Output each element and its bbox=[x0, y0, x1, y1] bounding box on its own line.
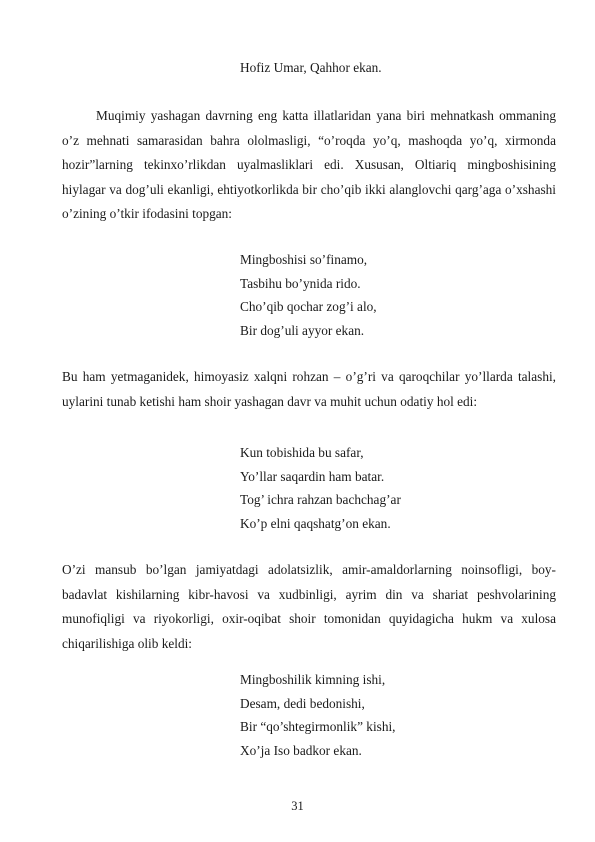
verse-line: Mingboshisi so’finamo, bbox=[240, 252, 368, 267]
verse-line: Tog’ ichra rahzan bachchag’ar bbox=[240, 492, 401, 507]
verse-line: Bir “qo’shtegirmonlik” kishi, bbox=[240, 719, 396, 734]
verse-line: Mingboshilik kimning ishi, bbox=[240, 672, 386, 687]
verse-3 bbox=[240, 668, 396, 762]
paragraph-2: Bu ham yetmaganidek, himoyasiz xalqni rohzan – o’g’ri va qaroqchilar yo’llarda talashi, uylarini tunab ketishi ham shoir yashagan davr va muhit uchun odatiy hol edi: bbox=[62, 369, 556, 409]
verse-line: Cho’qib qochar zog’i alo, bbox=[240, 299, 377, 314]
verse-top bbox=[240, 56, 382, 80]
page-number: 31 bbox=[291, 799, 304, 813]
verse-line: Hofiz Umar, Qahhor ekan. bbox=[240, 60, 382, 75]
verse-line: Yo’llar saqardin ham batar. bbox=[240, 468, 385, 484]
verse-line: Bir dog’uli ayyor ekan. bbox=[240, 322, 365, 338]
verse-1 bbox=[240, 248, 377, 342]
verse-line: Desam, dedi bedonishi, bbox=[240, 695, 365, 711]
paragraph-3: O’zi mansub bo’lgan jamiyatdagi adolatsizlik, amir-amaldorlarning noinsofligi, boy-badavlat kishilarning kibr-havosi va xudbinligi, ayrim din va shariat peshvolarining munofiqligi va riyokorligi, oxir-oqibat shoir tomonidan quyidagicha hukm va xulosa chiqarilishiga olib keldi: bbox=[62, 562, 556, 651]
verse-line: Xo’ja Iso badkor ekan. bbox=[240, 742, 362, 758]
paragraph-1: Muqimiy yashagan davrning eng katta illatlaridan yana biri mehnatkash ommaning o’z mehnati samarasidan bahra ololmasligi, “o’roqda yo’q, mashoqda yo’q, xirmonda hozir”larning tekinxo’rlikdan uyalmasliklari edi. Xususan, Oltiariq mingboshisining hiylagar va dog’uli ekanligi, ehtiyotkorlikda bir cho’qib ikki alanglovchi qarg’aga o’xshashi o’zining o’tkir ifodasini topgan: bbox=[62, 108, 556, 222]
verse-line: Tasbihu bo’ynida rido. bbox=[240, 275, 361, 291]
verse-line: Ko’p elni qaqshatg’on ekan. bbox=[240, 515, 391, 531]
verse-2 bbox=[240, 441, 401, 535]
verse-line: Kun tobishida bu safar, bbox=[240, 445, 364, 460]
